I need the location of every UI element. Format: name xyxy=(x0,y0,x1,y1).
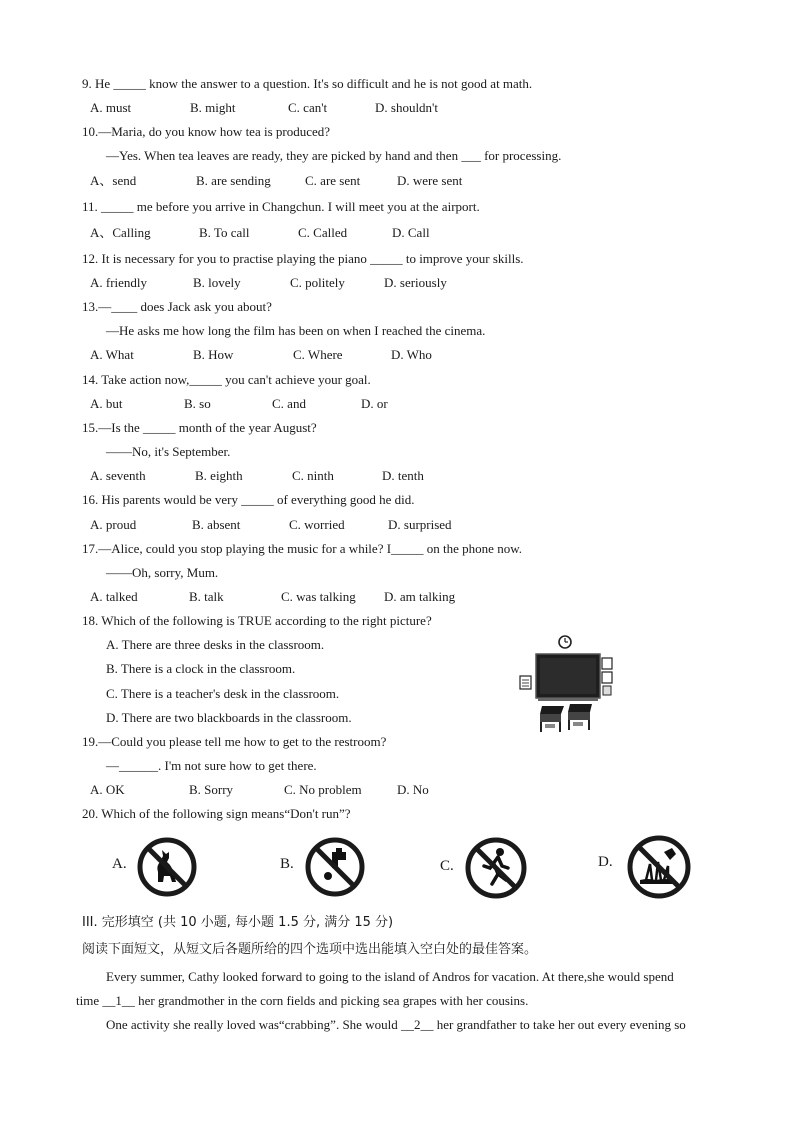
passage-paragraph-2-line-1: One activity she really loved was“crabbing”. She would __2__ her grandfather to take her out every evening so xyxy=(106,1017,686,1032)
blackboard-icon xyxy=(536,654,600,701)
question-10-option-b: B. are sending xyxy=(196,173,271,188)
question-18-option-c: C. There is a teacher's desk in the classroom. xyxy=(106,686,340,701)
question-19-stem: 19.—Could you please tell me how to get to the restroom? xyxy=(82,734,387,749)
no-littering-icon xyxy=(304,836,366,898)
question-19-option-a: A. OK xyxy=(90,782,125,797)
question-11-option-b: B. To call xyxy=(199,225,250,240)
question-20-stem: 20. Which of the following sign means“Don't run”? xyxy=(82,806,351,821)
question-19-option-b: B. Sorry xyxy=(189,782,234,797)
question-13-reply: —He asks me how long the film has been on when I reached the cinema. xyxy=(106,323,486,338)
question-14-option-b: B. so xyxy=(184,396,211,411)
question-17-option-a: A. talked xyxy=(90,589,138,604)
question-14-option-a: A. but xyxy=(90,396,123,411)
question-10-reply: —Yes. When tea leaves are ready, they are picked by hand and then ___ for processing. xyxy=(106,148,562,163)
question-13-option-a: A. What xyxy=(90,347,134,362)
sign-c-label: C. xyxy=(440,858,454,874)
question-10-option-c: C. are sent xyxy=(305,173,361,188)
question-17-option-b: B. talk xyxy=(189,589,224,604)
question-9-option-c: C. can't xyxy=(288,100,328,115)
question-17-stem: 17.—Alice, could you stop playing the music for a while? I_____ on the phone now. xyxy=(82,541,522,556)
question-12-stem: 12. It is necessary for you to practise playing the piano _____ to improve your skills. xyxy=(82,251,524,266)
question-11-option-c: C. Called xyxy=(298,225,348,240)
classroom-picture xyxy=(518,632,618,740)
question-16-stem: 16. His parents would be very _____ of everything good he did. xyxy=(82,492,415,507)
passage-paragraph-1-line-1: Every summer, Cathy looked forward to going to the island of Andros for vacation. At there,she would spend xyxy=(106,969,674,984)
section-3-instruction: 阅读下面短文，从短文后各题所给的四个选项中选出能填入空白处的最佳答案。 xyxy=(82,942,538,957)
question-16-option-a: A. proud xyxy=(90,517,137,532)
question-12-option-d: D. seriously xyxy=(384,275,447,290)
question-10-option-d: D. were sent xyxy=(397,173,463,188)
no-running-icon xyxy=(464,836,528,900)
student-desk-icon xyxy=(540,706,564,732)
question-13-option-d: D. Who xyxy=(391,347,432,362)
sign-d-label: D. xyxy=(598,854,613,870)
sign-b-label: B. xyxy=(280,856,294,872)
question-13-stem: 13.—____ does Jack ask you about? xyxy=(82,299,272,314)
passage-paragraph-1-line-2: time __1__ her grandmother in the corn fields and picking sea grapes with her cousins. xyxy=(76,993,529,1008)
question-11-option-a: A、Calling xyxy=(90,225,151,240)
question-12-option-b: B. lovely xyxy=(193,275,241,290)
question-19-option-c: C. No problem xyxy=(284,782,362,797)
question-9-option-d: D. shouldn't xyxy=(375,100,439,115)
question-15-stem: 15.—Is the _____ month of the year August? xyxy=(82,420,317,435)
question-12-option-a: A. friendly xyxy=(90,275,148,290)
question-17-option-c: C. was talking xyxy=(281,589,356,604)
question-13-option-b: B. How xyxy=(193,347,234,362)
question-10-option-a: A、send xyxy=(90,173,137,188)
question-11-stem: 11. _____ me before you arrive in Changchun. I will meet you at the airport. xyxy=(82,199,480,214)
question-9-stem: 9. He _____ know the answer to a question. It's so difficult and he is not good at math. xyxy=(82,76,533,91)
question-15-reply: ——No, it's September. xyxy=(106,444,231,459)
question-16-option-b: B. absent xyxy=(192,517,241,532)
student-desk-icon xyxy=(568,704,592,730)
sign-a-label: A. xyxy=(112,856,127,872)
question-18-option-a: A. There are three desks in the classroom. xyxy=(106,637,325,652)
question-10-stem: 10.—Maria, do you know how tea is produced? xyxy=(82,124,331,139)
question-16-option-c: C. worried xyxy=(289,517,345,532)
question-13-option-c: C. Where xyxy=(293,347,343,362)
question-19-reply: —______. I'm not sure how to get there. xyxy=(106,758,317,773)
question-17-reply: ——Oh, sorry, Mum. xyxy=(106,565,219,580)
question-19-option-d: D. No xyxy=(397,782,429,797)
question-14-option-d: D. or xyxy=(361,396,388,411)
question-18-option-b: B. There is a clock in the classroom. xyxy=(106,661,296,676)
question-15-option-a: A. seventh xyxy=(90,468,146,483)
question-12-option-c: C. politely xyxy=(290,275,345,290)
notice-board-icon xyxy=(602,658,612,695)
question-14-option-c: C. and xyxy=(272,396,306,411)
question-9-option-b: B. might xyxy=(190,100,236,115)
question-18-option-d: D. There are two blackboards in the classroom. xyxy=(106,710,352,725)
question-14-stem: 14. Take action now,_____ you can't achieve your goal. xyxy=(82,372,371,387)
section-3-heading: III. 完形填空 (共 10 小题, 每小题 1.5 分, 满分 15 分) xyxy=(82,915,394,930)
wall-poster-icon xyxy=(520,676,531,689)
question-15-option-b: B. eighth xyxy=(195,468,243,483)
question-9-option-a: A. must xyxy=(90,100,132,115)
question-18-stem: 18. Which of the following is TRUE according to the right picture? xyxy=(82,613,432,628)
question-16-option-d: D. surprised xyxy=(388,517,452,532)
question-17-option-d: D. am talking xyxy=(384,589,456,604)
question-15-option-c: C. ninth xyxy=(292,468,334,483)
question-15-option-d: D. tenth xyxy=(382,468,424,483)
question-11-option-d: D. Call xyxy=(392,225,430,240)
clock-icon xyxy=(559,636,571,648)
no-dogs-icon xyxy=(136,836,198,898)
no-picking-flowers-icon xyxy=(626,834,692,900)
